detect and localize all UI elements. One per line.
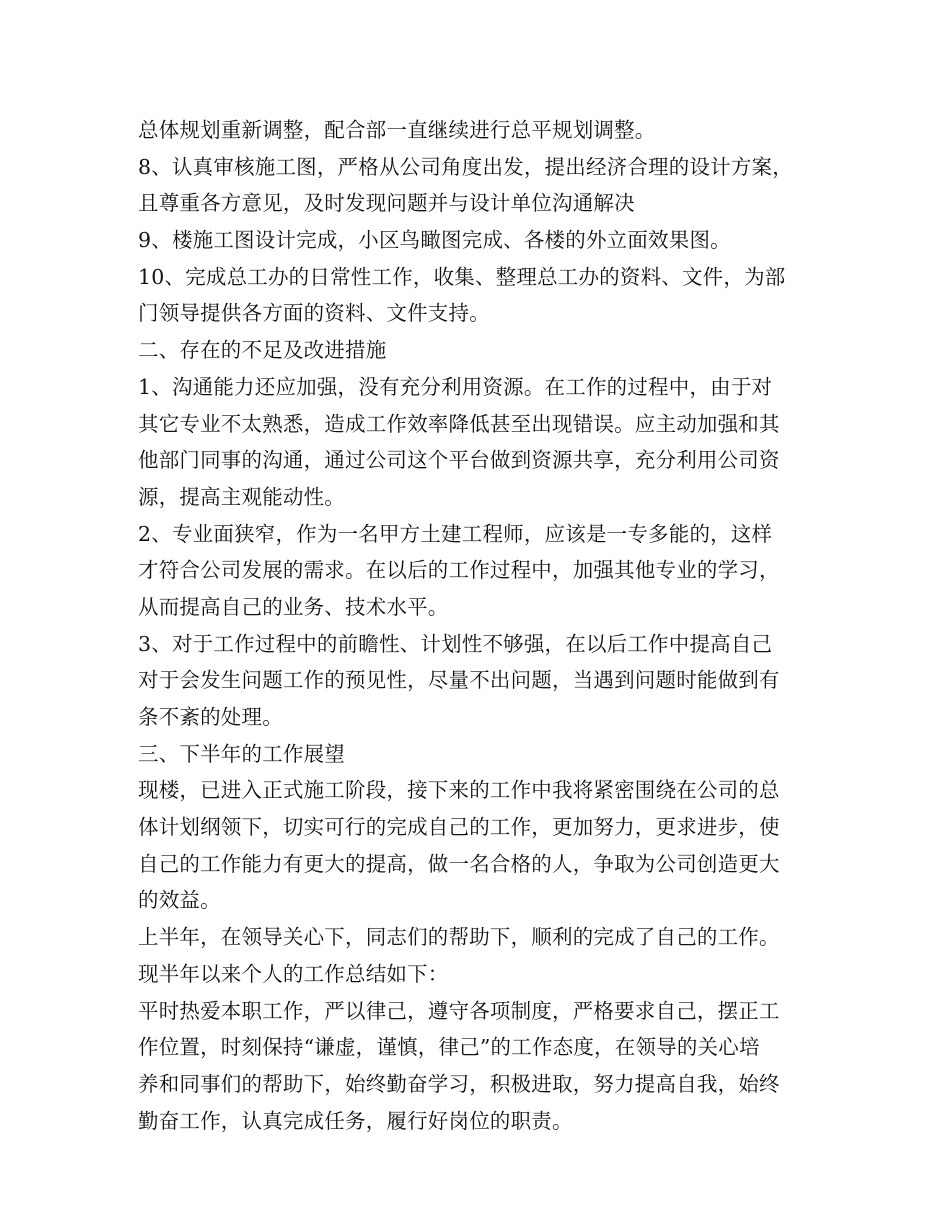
text-line: 1、沟通能力还应加强，没有充分利用资源。在工作的过程中，由于对 xyxy=(138,374,773,399)
text-line: 才符合公司发展的需求。在以后的工作过程中，加强其他专业的学习， xyxy=(138,558,780,583)
text-line: 平时热爱本职工作，严以律己，遵守各项制度，严格要求自己，摆正工 xyxy=(138,998,780,1023)
text-line: 8、认真审核施工图，严格从公司角度出发，提出经济合理的设计方案， xyxy=(138,154,793,179)
text-line: 9、楼施工图设计完成，小区鸟瞰图完成、各楼的外立面效果图。 xyxy=(138,228,731,253)
text-line: 条不紊的处理。 xyxy=(138,705,283,729)
text-line: 源，提高主观能动性。 xyxy=(138,484,345,509)
text-line: 10、完成总工办的日常性工作，收集、整理总工办的资料、文件，为部 xyxy=(138,264,786,289)
text-line: 上半年，在领导关心下，同志们的帮助下，顺利的完成了自己的工作。 xyxy=(138,925,780,950)
text-line: 从而提高自己的业务、技术水平。 xyxy=(138,594,449,619)
text-line: 的效益。 xyxy=(138,888,221,913)
section-heading: 二、存在的不足及改进措施 xyxy=(138,338,387,363)
text-line: 总体规划重新调整，配合部一直继续进行总平规划调整。 xyxy=(138,118,656,142)
text-line: 勤奋工作，认真完成任务，履行好岗位的职责。 xyxy=(138,1108,573,1133)
text-line: 2、专业面狭窄，作为一名甲方土建工程师，应该是一专多能的，这样 xyxy=(138,521,773,546)
text-line: 门领导提供各方面的资料、文件支持。 xyxy=(138,301,490,326)
text-line: 现楼，已进入正式施工阶段，接下来的工作中我将紧密围绕在公司的总 xyxy=(138,778,780,803)
section-heading: 三、下半年的工作展望 xyxy=(138,741,345,766)
document-body xyxy=(138,112,828,1139)
text-line: 体计划纲领下，切实可行的完成自己的工作，更加努力，更求进步，使 xyxy=(138,815,780,840)
text-line: 自己的工作能力有更大的提高，做一名合格的人，争取为公司创造更大 xyxy=(138,851,780,876)
text-line: 养和同事们的帮助下，始终勤奋学习，积极进取，努力提高自我，始终 xyxy=(138,1071,780,1096)
text-line: 其它专业不太熟悉，造成工作效率降低甚至出现错误。应主动加强和其 xyxy=(138,411,780,436)
text-line: 3、对于工作过程中的前瞻性、计划性不够强，在以后工作中提高自己 xyxy=(138,631,773,656)
text-line: 对于会发生问题工作的预见性，尽量不出问题，当遇到问题时能做到有 xyxy=(138,668,780,693)
text-line: 且尊重各方意见，及时发现问题并与设计单位沟通解决 xyxy=(138,191,635,216)
text-line: 他部门同事的沟通，通过公司这个平台做到资源共享，充分利用公司资 xyxy=(138,448,780,473)
text-line: 作位置，时刻保持“谦虚，谨慎，律己”的工作态度，在领导的关心培 xyxy=(138,1035,760,1060)
text-line: 现半年以来个人的工作总结如下： xyxy=(138,961,449,986)
